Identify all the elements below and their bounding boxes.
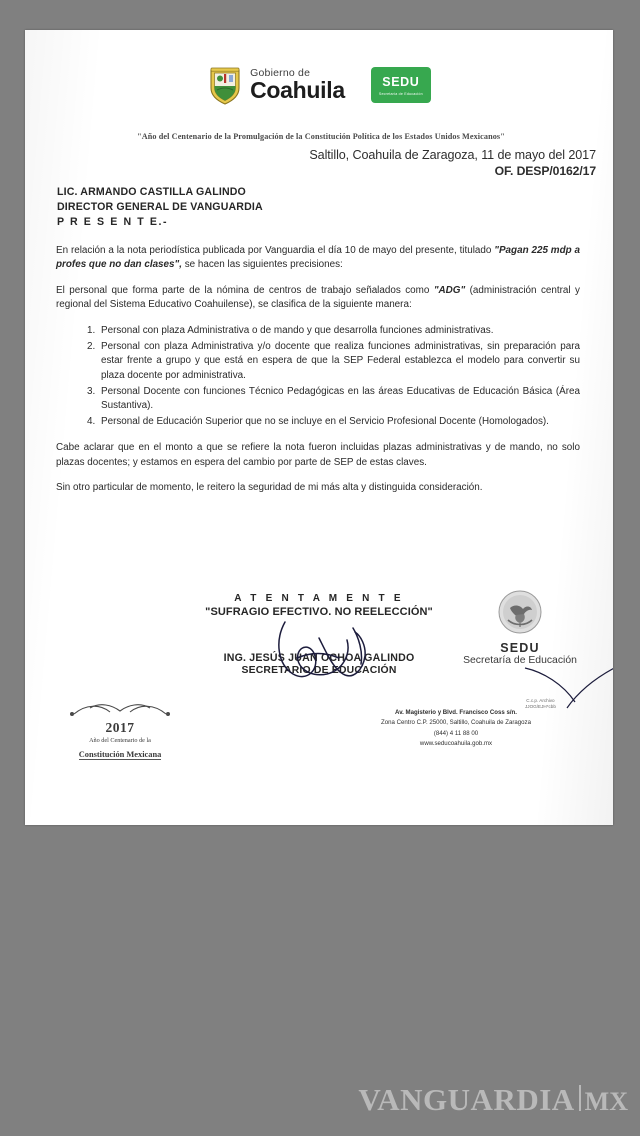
- centenary-logo: [55, 702, 185, 762]
- coahuila-brand: [207, 64, 345, 106]
- address-website: www.seducoahuila.gob.mx: [419, 740, 493, 748]
- document-page: [25, 30, 613, 825]
- letter-body: [56, 244, 580, 507]
- document-reference-number: OF. DESP/0162/17: [494, 164, 596, 178]
- centenary-year: 2017: [105, 720, 135, 735]
- ccp-line-2: JJOG/EJH*cbb: [525, 703, 556, 709]
- address-phone: (844) 4 11 88 00: [433, 729, 479, 737]
- p1-quoted-headline: "Pagan 225 mdp a profes que no dan clases",: [56, 245, 580, 271]
- addressee-block: [57, 185, 263, 230]
- list-item: 1. Personal con plaza Administrativa o de mando y que desarrolla funciones administrativas.: [98, 324, 580, 338]
- list-item: 2. Personal con plaza Administrativa y/o docente que realiza funciones administrativas, sin preparación para estar frente a grupo y que está en espera de que la SEP Federal establezca el modelo para convertir su plaza docente por administrativa.: [98, 340, 580, 383]
- p1-text-after: se hacen las siguientes precisiones:: [181, 259, 343, 271]
- address-line-1: Av. Magisterio y Blvd. Francisco Coss s/n.: [395, 709, 517, 716]
- place-date-line: Saltillo, Coahuila de Zaragoza, 11 de mayo del 2017: [309, 148, 596, 162]
- coahuila-coat-of-arms-icon: [207, 64, 243, 106]
- list-item: 4. Personal de Educación Superior que no se incluye en el Servicio Profesional Docente (Homologados).: [98, 415, 580, 429]
- letterhead: [25, 64, 613, 106]
- addressee-title: DIRECTOR GENERAL DE VANGUARDIA: [57, 201, 263, 214]
- gobierno-wordmark: [250, 68, 345, 103]
- sedu-badge: [371, 67, 431, 103]
- paper-surface: [25, 30, 613, 825]
- clause-list: [56, 324, 580, 430]
- coahuila-label: Coahuila: [250, 77, 345, 104]
- footer-address: [325, 708, 587, 750]
- signature-motto: "SUFRAGIO EFECTIVO. NO REELECCIÓN": [205, 606, 433, 618]
- signatory-role: SECRETARIO DE EDUCACIÓN: [241, 665, 397, 676]
- p2-text-before: El personal que forma parte de la nómina de centros de trabajo señalados como: [56, 284, 434, 296]
- centenary-line-1: Año del Centenario de la: [89, 737, 151, 744]
- seal-subtitle: Secretaría de Educación: [463, 655, 577, 666]
- body-paragraph-2: [56, 284, 580, 313]
- signatory-name: ING. JESÚS JUAN OCHOA GALINDO: [223, 652, 415, 664]
- signature-atentamente: A T E N T A M E N T E: [234, 593, 404, 604]
- centenary-line-2: Constitución Mexicana: [78, 750, 162, 759]
- vanguardia-watermark: [358, 1082, 628, 1118]
- watermark-main-text: VANGUARDIA: [358, 1082, 575, 1117]
- place-and-date-block: [309, 148, 596, 178]
- addressee-greeting: P R E S E N T E.-: [57, 216, 169, 229]
- body-paragraph-3: Cabe aclarar que en el monto a que se refiere la nota fueron incluidas plazas administrativas y de mando, no solo plazas docentes; y estamos en espera del cambio por parte de SEP de estas claves.: [56, 442, 580, 468]
- sedu-badge-subtitle: Secretaría de Educación: [378, 91, 423, 96]
- watermark-suffix-text: MX: [584, 1087, 628, 1116]
- watermark-divider-icon: [579, 1085, 581, 1111]
- body-paragraph-4: Sin otro particular de momento, le reitero la seguridad de mi más alta y distinguida consideración.: [56, 482, 483, 494]
- ccp-line-1: C.c.p. Archivo: [526, 698, 555, 703]
- list-item: 3. Personal Docente con funciones Técnico Pedagógicas en las áreas Educativas de Educación Básica (Área Sustantiva).: [98, 385, 580, 414]
- centenary-slogan: "Año del Centenario de la Promulgación de la Constitución Política de los Estados Unidos Mexicanos": [137, 132, 505, 141]
- p2-text-after: (administración central y regional del Sistema Educativo Coahuilense), se clasifica de la siguiente manera:: [56, 284, 580, 311]
- gobierno-de-label: Gobierno de: [250, 66, 311, 79]
- p1-text-before: En relación a la nota periodística publicada por Vanguardia el día 10 de mayo del presente, titulado: [56, 245, 495, 256]
- body-paragraph-1: [56, 244, 580, 273]
- seal-title: SEDU: [500, 641, 540, 655]
- addressee-name: LIC. ARMANDO CASTILLA GALINDO: [57, 186, 246, 198]
- address-line-2: Zona Centro C.P. 25000, Saltillo, Coahuila de Zaragoza: [381, 719, 531, 727]
- mexican-eagle-emblem-icon: [498, 621, 542, 638]
- official-seal: [445, 590, 595, 666]
- sedu-badge-title: SEDU: [382, 74, 420, 89]
- p2-quoted-term: "ADG": [433, 284, 466, 296]
